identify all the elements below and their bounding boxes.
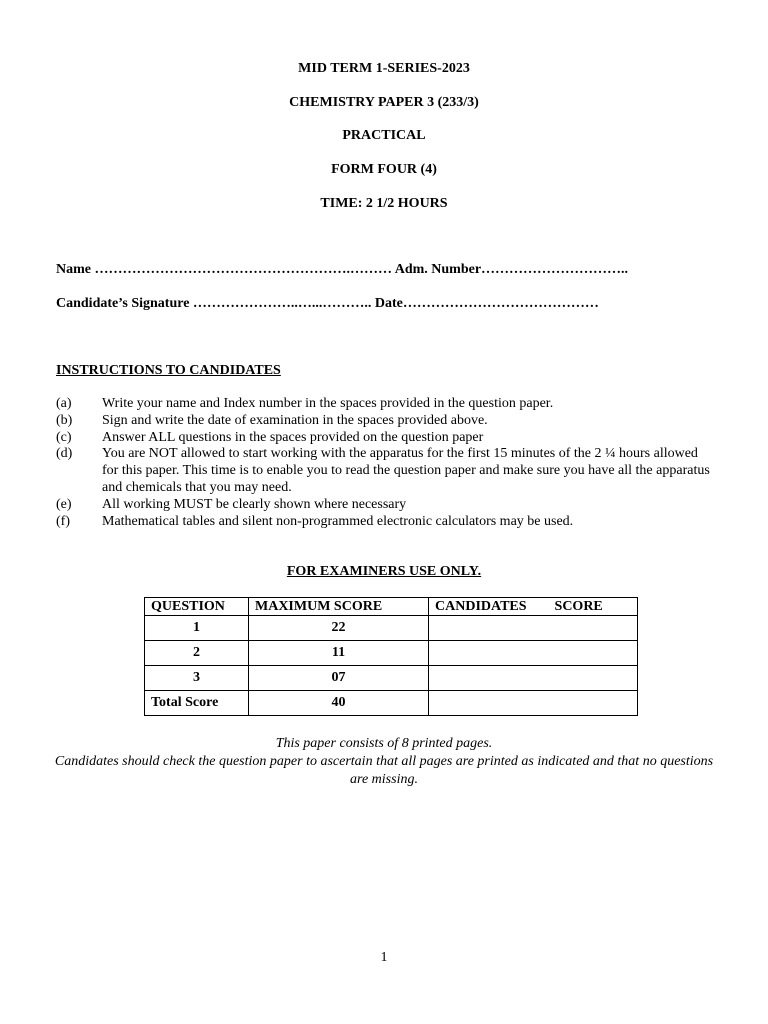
candidate-score-cell[interactable] — [429, 691, 638, 716]
table-row — [145, 666, 638, 691]
instruction-text: All working MUST be clearly shown where necessary — [102, 496, 407, 512]
instruction-text: Mathematical tables and silent non-programmed electronic calculators may be used. — [102, 513, 574, 529]
total-score-label: Total Score — [145, 691, 249, 716]
form-level: FORM FOUR (4) — [331, 162, 437, 177]
page-count-note: This paper consists of 8 printed pages. — [275, 736, 493, 751]
max-score-cell: 40 — [249, 691, 429, 716]
examiners-title: FOR EXAMINERS USE ONLY. — [286, 564, 482, 579]
paper-type: PRACTICAL — [342, 128, 426, 143]
instruction-item — [56, 514, 716, 531]
instructions-title: INSTRUCTIONS TO CANDIDATES — [56, 363, 281, 378]
candidate-score-cell[interactable] — [429, 616, 638, 641]
instruction-text: You are NOT allowed to start working with the apparatus for the first 15 minutes of the 2 ¼ hours allowed for this paper. This time is to enable you to read the question paper and make sure you have all the apparatus and chemicals that you may need. — [102, 446, 710, 495]
instruction-item — [56, 430, 716, 447]
instruction-letter: (b) — [56, 412, 73, 428]
instruction-letter: (a) — [56, 396, 72, 411]
table-row — [145, 641, 638, 666]
name-adm-number-field: Name ……………………………………………….……… Adm. Number………………………….. — [56, 262, 629, 277]
instruction-item — [56, 446, 716, 496]
column-header-candidate-score: CANDIDATES SCORE — [429, 598, 638, 616]
instruction-item — [56, 396, 716, 413]
question-cell: 3 — [145, 666, 249, 691]
signature-date-field: Candidate’s Signature …………………..…...……….. Date…………………………………… — [56, 296, 599, 311]
instruction-letter: (d) — [56, 446, 73, 462]
paper-title: CHEMISTRY PAPER 3 (233/3) — [289, 95, 479, 110]
instruction-letter: (f) — [56, 513, 70, 529]
instructions-list — [56, 396, 716, 530]
candidate-score-cell[interactable] — [429, 666, 638, 691]
table-row — [145, 691, 638, 716]
question-cell: 1 — [145, 616, 249, 641]
column-header-question: QUESTION — [145, 598, 249, 616]
instruction-letter: (e) — [56, 496, 72, 512]
printed-pages-note — [50, 735, 718, 789]
page-number: 1 — [380, 950, 388, 965]
max-score-cell: 07 — [249, 666, 429, 691]
check-pages-note: Candidates should check the question paper to ascertain that all pages are printed as indicated and that no questions are missing. — [54, 754, 714, 787]
table-header-row — [145, 598, 638, 616]
instruction-item — [56, 497, 716, 514]
max-score-cell: 11 — [249, 641, 429, 666]
instruction-text: Sign and write the date of examination in the spaces provided above. — [102, 412, 488, 428]
time-allowed: TIME: 2 1/2 HOURS — [320, 196, 448, 211]
candidate-score-cell[interactable] — [429, 641, 638, 666]
instruction-item — [56, 413, 716, 430]
instruction-letter: (c) — [56, 429, 72, 445]
question-cell: 2 — [145, 641, 249, 666]
exam-series-title: MID TERM 1-SERIES-2023 — [298, 61, 470, 76]
instruction-text: Answer ALL questions in the spaces provided on the question paper — [102, 429, 484, 445]
instruction-text: Write your name and Index number in the spaces provided in the question paper. — [102, 396, 554, 411]
max-score-cell: 22 — [249, 616, 429, 641]
column-header-max-score: MAXIMUM SCORE — [249, 598, 429, 616]
score-table — [144, 597, 638, 716]
table-row — [145, 616, 638, 641]
